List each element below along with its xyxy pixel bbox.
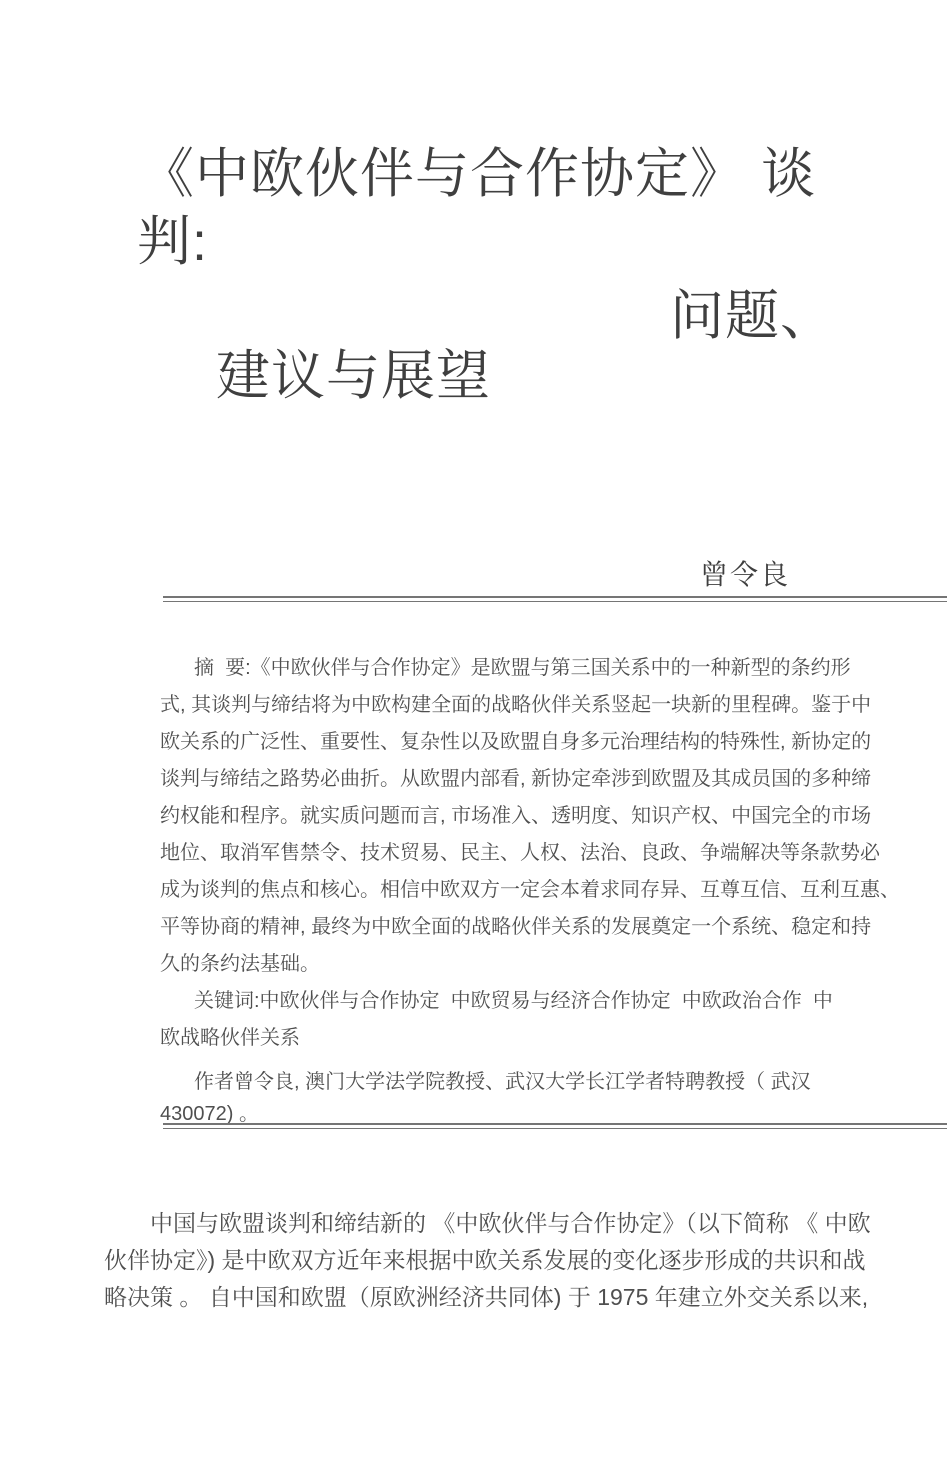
abstract	[160, 650, 900, 983]
text-line: 欧关系的广泛性、重要性、复杂性以及欧盟自身多元治理结构的特殊性, 新协定的	[160, 731, 872, 753]
text-line: 约权能和程序。就实质问题而言, 市场准入、透明度、知识产权、中国完全的市场	[160, 805, 872, 827]
text-line: 略决策 。 自中国和欧盟（原欧洲经济共同体) 于 1975 年建立外交关系以来,	[104, 1284, 869, 1310]
keywords	[160, 983, 840, 1057]
text-line: 关键词:中欧伙伴与合作协定 中欧贸易与经济合作协定 中欧政治合作 中	[194, 990, 833, 1012]
text-line: 地位、取消军售禁令、技术贸易、民主、人权、法治、良政、争端解决等条款势必	[160, 842, 880, 864]
article-title-line-3: 问题、	[670, 286, 835, 346]
author-name: 曾令良	[700, 559, 791, 590]
text-line: 成为谈判的焦点和核心。相信中欧双方一定会本着求同存异、互尊互信、互利互惠、	[160, 879, 900, 901]
article-title-line-1: 《中欧伙伴与合作协定》 谈	[140, 144, 817, 204]
text-line: 久的条约法基础。	[160, 953, 320, 975]
double-rule-top	[163, 596, 947, 602]
text-line: 谈判与缔结之路势必曲折。从欧盟内部看, 新协定牵涉到欧盟及其成员国的多种缔	[160, 768, 872, 790]
text-line: 平等协商的精神, 最终为中欧全面的战略伙伴关系的发展奠定一个系统、稳定和持	[160, 916, 872, 938]
article-title-line-4: 建议与展望	[216, 346, 491, 406]
text-line: 欧战略伙伴关系	[160, 1027, 300, 1049]
body-paragraph	[104, 1205, 884, 1316]
double-rule-bottom	[163, 1123, 947, 1129]
text-line: 式, 其谈判与缔结将为中欧构建全面的战略伙伴关系竖起一块新的里程碑。鉴于中	[160, 694, 872, 716]
text-line: 中国与欧盟谈判和缔结新的 《中欧伙伴与合作协定》（以下简称 《 中欧	[150, 1210, 871, 1236]
text-line: 430072) 。	[160, 1103, 259, 1125]
text-line: 作者曾令良, 澳门大学法学院教授、武汉大学长江学者特聘教授（ 武汉	[194, 1071, 811, 1093]
author-note	[160, 1066, 840, 1130]
text-line: 摘 要:《中欧伙伴与合作协定》是欧盟与第三国关系中的一种新型的条约形	[194, 657, 851, 679]
text-line: 伙伴协定》) 是中欧双方近年来根据中欧关系发展的变化逐步形成的共识和战	[104, 1247, 866, 1273]
article-title-line-2: 判:	[137, 212, 209, 272]
